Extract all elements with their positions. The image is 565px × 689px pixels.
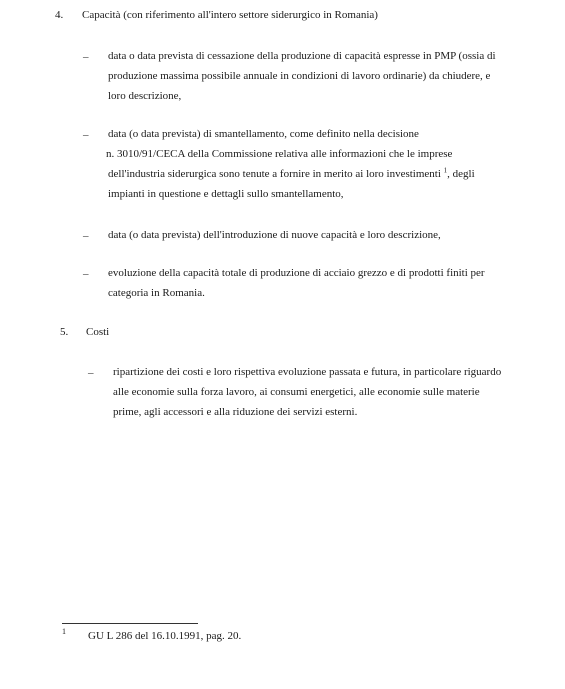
bullet-dash: – bbox=[88, 367, 94, 379]
bullet-dash: – bbox=[83, 230, 89, 242]
bullet-dash: – bbox=[83, 268, 89, 280]
bullet-line: produzione massima possibile annuale in condizioni di lavoro ordinarie) da chiudere, e bbox=[108, 70, 491, 82]
bullet-line: data o data prevista di cessazione della produzione di capacità espresse in PMP (ossia di bbox=[108, 50, 496, 62]
bullet-line: loro descrizione, bbox=[108, 90, 182, 102]
bullet-line: ripartizione dei costi e loro rispettiva evoluzione passata e futura, in particolare riguardo bbox=[113, 366, 502, 378]
bullet-line: data (o data prevista) dell'introduzione di nuove capacità e loro descrizione, bbox=[108, 229, 441, 241]
footnote-reference[interactable]: 1 bbox=[443, 166, 448, 175]
footnote-text: GU L 286 del 16.10.1991, pag. 20. bbox=[88, 630, 242, 642]
section-5-number: 5. bbox=[60, 326, 69, 338]
footnote-mark: 1 bbox=[62, 627, 66, 636]
bullet-line: n. 3010/91/CECA della Commissione relativa alle informazioni che le imprese bbox=[106, 148, 453, 160]
bullet-line: impianti in questione e dettagli sullo smantellamento, bbox=[108, 188, 344, 200]
bullet-line-with-footnote bbox=[108, 168, 475, 181]
bullet-line: data (o data prevista) di smantellamento, come definito nella decisione bbox=[108, 128, 419, 140]
bullet-line-tail: , degli bbox=[447, 168, 475, 180]
section-4-title: Capacità (con riferimento all'intero settore siderurgico in Romania) bbox=[82, 9, 378, 21]
bullet-dash: – bbox=[83, 129, 89, 141]
bullet-line: alle economie sulla forza lavoro, ai consumi energetici, alle economie sulle materie bbox=[113, 386, 480, 398]
footnote-separator bbox=[62, 623, 198, 624]
section-5-title: Costi bbox=[86, 326, 110, 338]
bullet-line: prime, agli accessori e alla riduzione dei servizi esterni. bbox=[113, 406, 358, 418]
bullet-dash: – bbox=[83, 51, 89, 63]
bullet-line-text: dell'industria siderurgica sono tenute a fornire in merito ai loro investimenti bbox=[108, 168, 441, 180]
section-4-number: 4. bbox=[55, 9, 64, 21]
bullet-line: categoria in Romania. bbox=[108, 287, 205, 299]
bullet-line: evoluzione della capacità totale di produzione di acciaio grezzo e di prodotti finiti per bbox=[108, 267, 485, 279]
